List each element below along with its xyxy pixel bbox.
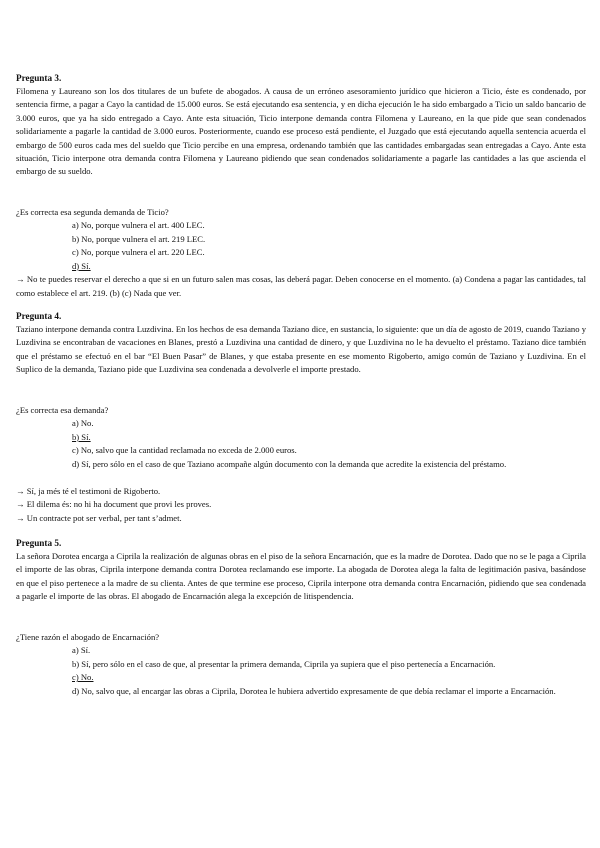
question-3 (16, 72, 586, 179)
question-5 (16, 537, 586, 604)
question-3-note: → No te puedes reservar el derecho a que si en un futuro salen mas cosas, las deberá pagar. Deben conocerse en el momento. (a) Condena a pagar las cantidades, tal como establece el art. 219. (b) (c) Nada que ver. (16, 274, 586, 298)
question-3-option-b: b) No, porque vulnera el art. 219 LEC. (72, 233, 206, 244)
question-4-text: Taziano interpone demanda contra Luzdivina. En los hechos de esa demanda Taziano dice, en sustancia, lo siguiente: que un día de agosto de 2019, cuando Taziano y Luzdivina se encontraban de vacaciones en Blanes, prestó a Luzdivina una cantidad de dinero, y que Luzdivina no le ha devuelto el préstamo. Taziano dice también que el préstamo se efectuó en el bar “El Buen Pasar” de Blanes, y que estaba presente en ese momento Rigoberto, amigo común de Taziano y Luzdivina. En el Suplico de la demanda, Taziano pide que Luzdivina sea condenada a devolverle el importe prestado. (16, 324, 586, 375)
question-5-text: La señora Dorotea encarga a Ciprila la realización de algunas obras en el piso de la señora Encarnación, que es la madre de Dorotea. Dado que no se le paga a Ciprila el importe de las obras, Ciprila interpone demanda contra Dorotea reclamando ese importe. La abogada de Dorotea alega la falta de legitimación pasiva, basándose en que el piso pertenece a la madre de su clienta. Antes de que termine ese proceso, Ciprila interpone otra demanda contra Encarnación, pidiendo que sea condenada a pagarle el importe de las obras. El abogado de Encarnación alega la excepción de litispendencia. (16, 551, 586, 602)
question-3-question: ¿Es correcta esa segunda demanda de Ticio? (16, 207, 169, 217)
question-5-option-b: b) Sí, pero sólo en el caso de que, al presentar la primera demanda, Ciprila ya supiera que el piso pertenecía a Encarnación. (72, 658, 496, 669)
question-5-option-a: a) Sí. (72, 645, 91, 655)
question-4-note-1: → Sí, ja més té el testimoni de Rigoberto. (16, 486, 161, 496)
question-5-option-d: d) No, salvo que, al encargar las obras a Ciprila, Dorotea le hubiera advertido expresamente de que debía reclamar el importe a Encarnación. (72, 685, 556, 696)
question-4-notes (16, 485, 586, 525)
question-4-option-c: c) No, salvo que la cantidad reclamada no exceda de 2.000 euros. (72, 445, 297, 456)
question-4-title: Pregunta 4. (16, 311, 62, 321)
question-3-ask-block (16, 206, 586, 300)
question-5-option-c (16, 671, 586, 685)
question-3-option-c: c) No, porque vulnera el art. 220 LEC. (72, 247, 205, 258)
question-4 (16, 310, 586, 377)
question-4-option-d: d) Sí, pero sólo en el caso de que Taziano acompañe algún documento con la demanda que acredite la existencia del préstamo. (72, 458, 507, 469)
question-4-option-a: a) No. (72, 418, 94, 428)
question-4-option-b (16, 431, 586, 445)
question-5-title: Pregunta 5. (16, 538, 62, 548)
question-5-ask-block (16, 631, 586, 698)
question-4-question: ¿Es correcta esa demanda? (16, 405, 109, 415)
question-3-option-a: a) No, porque vulnera el art. 400 LEC. (72, 220, 205, 230)
question-4-note-2: → El dilema és: no hi ha document que provi les proves. (16, 499, 212, 510)
question-3-option-d (16, 260, 586, 274)
question-5-option-c-label: c) No. (72, 672, 94, 683)
question-3-text: Filomena y Laureano son los dos titulares de un bufete de abogados. A causa de un erróneo asesoramiento jurídico que hicieron a Ticio, éste es condenado, por sentencia firme, a pagar a Cayo la cantidad de 15.000 euros. Se está ejecutando esa sentencia, y en dicha ejecución le ha sido embargado a Ticio un saldo bancario de 3.000 euros, que ya ha sido entregado a Cayo. Ante esta situación, Ticio interpone demanda contra Filomena y Laureano, en la que pide que sean condenados solidariamente a pagarle la cantidad de 3.000 euros. Posteriormente, cuando ese proceso está pendiente, el Juzgado que está ejecutando aquella sentencia acuerda el embargo de 500 euros cada mes del sueldo que Ticio percibe en una empresa, ordenando también que las cantidades embargadas sean entregadas a Cayo. Ante esta situación, Ticio interpone otra demanda contra Filomena y Laureano pidiendo que sean condenados solidariamente a pagarle las cantidades a las que ascienda el embargo de su sueldo. (16, 86, 586, 177)
question-3-option-d-label: d) Sí. (72, 260, 91, 271)
question-5-question: ¿Tiene razón el abogado de Encarnación? (16, 632, 160, 642)
question-3-title: Pregunta 3. (16, 73, 62, 83)
question-4-note-3: → Un contracte pot ser verbal, per tant s’admet. (16, 512, 182, 523)
question-4-ask-block (16, 404, 586, 471)
question-4-option-b-label: b) Sí. (72, 431, 91, 442)
